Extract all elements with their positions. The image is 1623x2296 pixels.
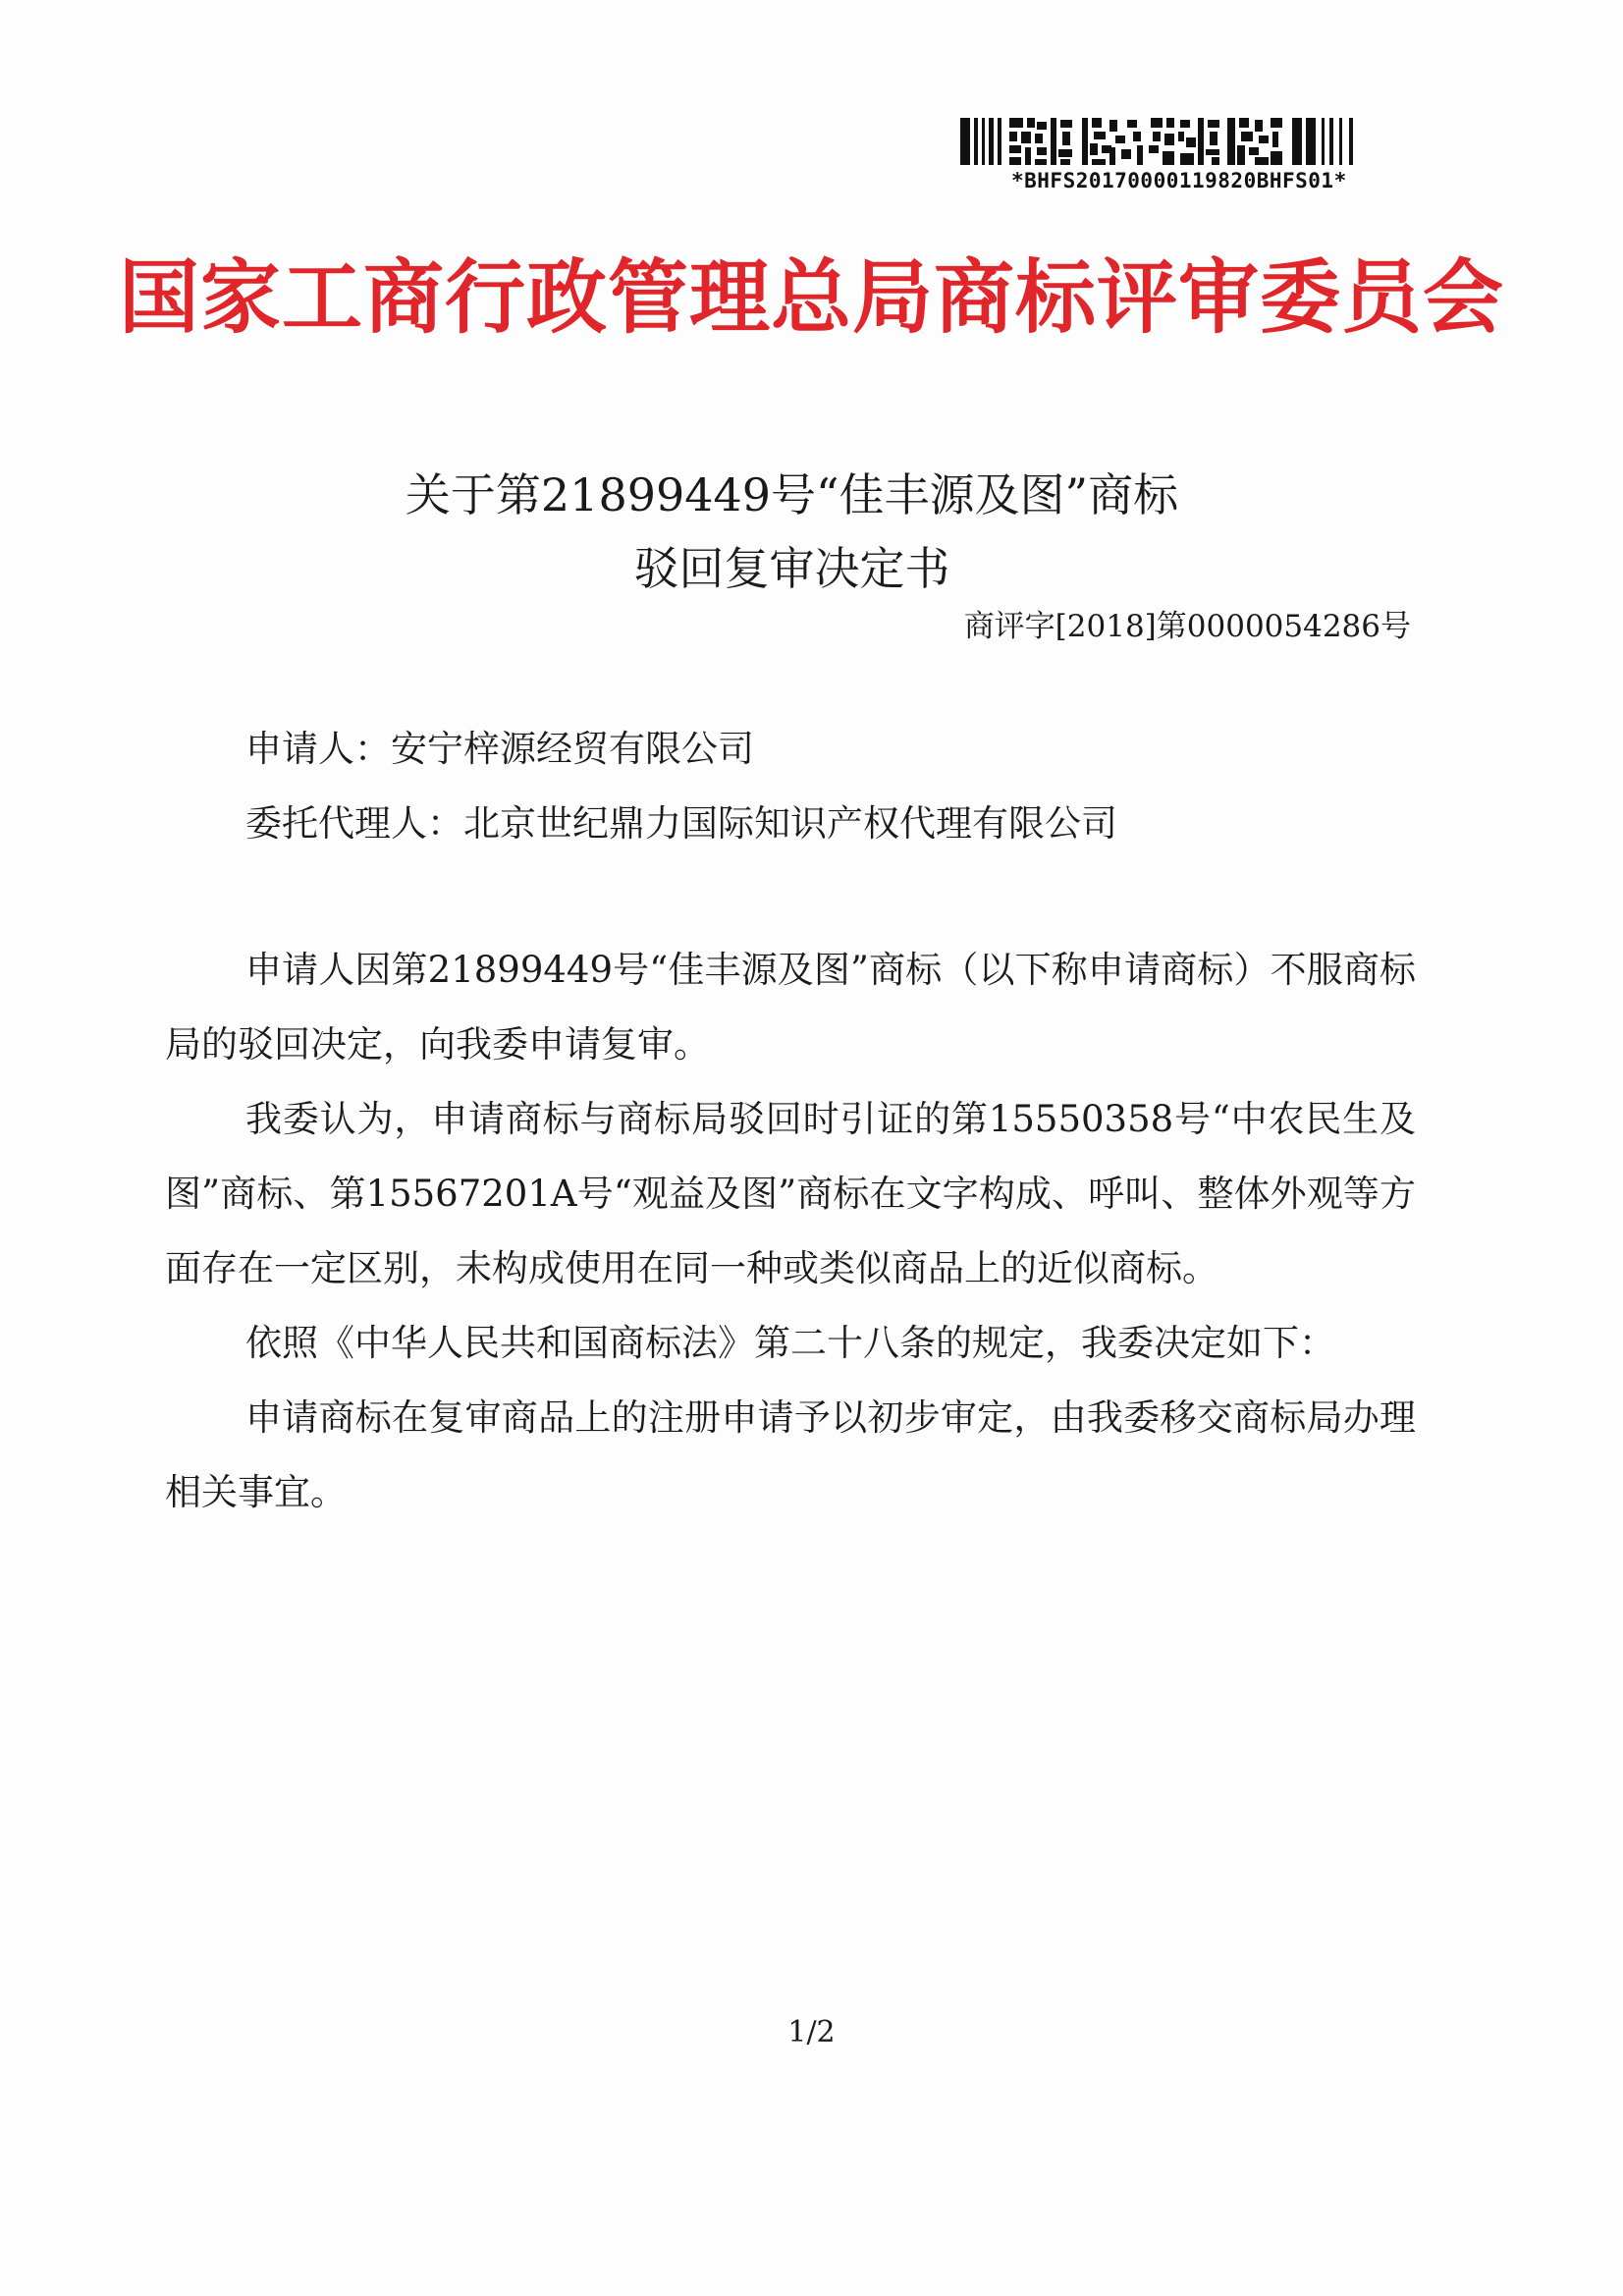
agent-line: 委托代理人：北京世纪鼎力国际知识产权代理有限公司 [245, 802, 1117, 845]
body-paragraph: 依照《中华人民共和国商标法》第二十八条的规定，我委决定如下： [245, 1322, 1335, 1364]
document-title-line1: 关于第21899449号“佳丰源及图”商标 [405, 468, 1179, 521]
barcode [960, 116, 1363, 167]
barcode-code-text: *BHFS20170000119820BHFS01* [1011, 169, 1347, 192]
decision-body [165, 933, 1416, 1530]
body-paragraph: 申请商标在复审商品上的注册申请予以初步审定，由我委移交商标局办理相关事宜。 [165, 1396, 1416, 1513]
document-title-line2: 驳回复审决定书 [633, 542, 950, 595]
body-paragraph: 申请人因第21899449号“佳丰源及图”商标（以下称申请商标）不服商标局的驳回决定，向我委申请复审。 [165, 949, 1416, 1066]
page-number: 1/2 [787, 2015, 836, 2050]
document-number: 商评字[2018]第0000054286号 [963, 609, 1411, 644]
applicant-line: 申请人：安宁梓源经贸有限公司 [245, 728, 754, 770]
body-paragraph: 我委认为，申请商标与商标局驳回时引证的第15550358号“中农民生及图”商标、第15567201A号“观益及图”商标在文字构成、呼叫、整体外观等方面存在一定区别，未构成使用在同一种或类似商品上的近似商标。 [165, 1098, 1416, 1289]
masthead-title: 国家工商行政管理总局商标评审委员会 [118, 250, 1504, 345]
